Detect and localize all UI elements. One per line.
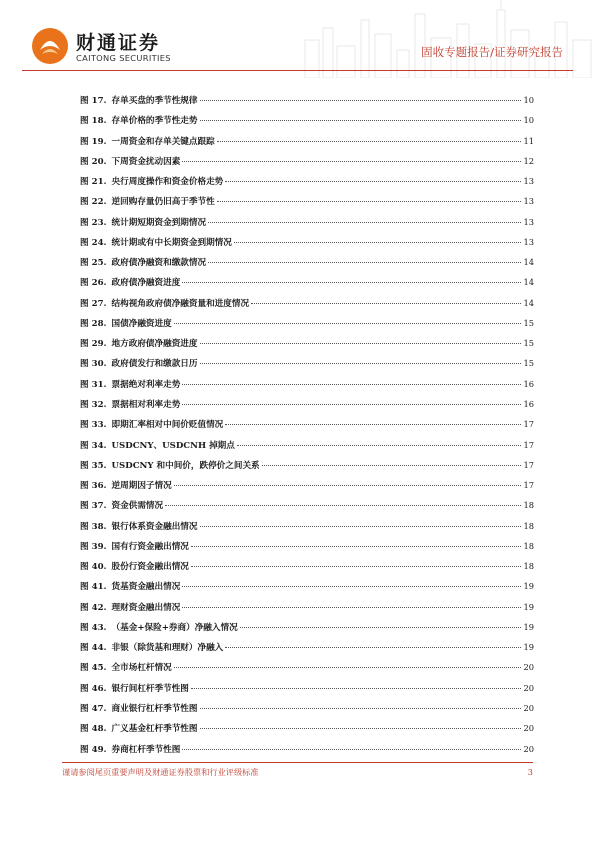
dot-leader (200, 120, 522, 121)
dot-leader (217, 141, 522, 142)
figure-list-item[interactable] (80, 438, 534, 458)
figure-list-item[interactable] (80, 579, 534, 599)
dot-leader (217, 201, 522, 202)
dot-leader (208, 262, 521, 263)
figure-title: 国债净融资进度 (111, 318, 172, 329)
dot-leader (182, 384, 521, 385)
figure-page-number: 15 (523, 338, 534, 349)
company-name-en: CAITONG SECURITIES (76, 53, 171, 63)
figure-page-number: 19 (523, 642, 534, 653)
figure-number: 图 18. (80, 116, 107, 127)
figure-number: 图 20. (80, 156, 107, 167)
figure-list-item[interactable] (80, 336, 534, 356)
figure-page-number: 20 (523, 682, 534, 693)
figure-page-number: 11 (523, 135, 534, 146)
figure-page-number: 15 (523, 358, 534, 369)
dot-leader (174, 485, 522, 486)
figure-number: 图 37. (80, 501, 107, 512)
figure-list-item[interactable] (80, 296, 534, 316)
dot-leader (182, 586, 521, 587)
figure-page-number: 14 (523, 257, 534, 268)
dot-leader (237, 445, 522, 446)
figure-page-number: 18 (523, 561, 534, 572)
dot-leader (165, 505, 521, 506)
dot-leader (182, 161, 521, 162)
figure-list-item[interactable] (80, 559, 534, 579)
figure-number: 图 44. (80, 643, 107, 654)
figure-number: 图 26. (80, 278, 107, 289)
figure-number: 图 25. (80, 258, 107, 269)
figure-title: USDCNY 和中间价，跌停价之间关系 (111, 460, 260, 471)
figure-title: 银行体系资金融出情况 (111, 521, 198, 532)
figure-number: 图 28. (80, 318, 107, 329)
figure-title: 存单买盘的季节性规律 (111, 96, 198, 106)
figure-page-number: 13 (523, 236, 534, 247)
figure-title: 即期汇率相对中间价贬值情况 (111, 420, 224, 431)
dot-leader (234, 242, 522, 243)
figure-number: 图 46. (80, 683, 107, 694)
caitong-logo-icon (30, 26, 70, 66)
figure-list-item[interactable] (80, 478, 534, 498)
figure-title: 政府债净融资和缴款情况 (111, 258, 207, 269)
dot-leader (182, 404, 521, 405)
dot-leader (208, 222, 521, 223)
figure-title: 逆周期因子情况 (111, 481, 172, 492)
figure-title: 结构视角政府债净融资量和进度情况 (111, 298, 250, 309)
figure-list-item[interactable] (80, 721, 534, 741)
figure-title: 货基资金融出情况 (111, 582, 181, 593)
figure-title: 统计期短期资金到期情况 (111, 217, 207, 228)
figure-list-item[interactable] (80, 397, 534, 417)
figure-title: 统计期或有中长期资金到期情况 (111, 237, 232, 248)
figure-title: 非银（除货基和理财）净融入 (111, 643, 224, 654)
dot-leader (200, 363, 522, 364)
figure-list-item[interactable] (80, 174, 534, 194)
figure-title: （基金+保险+券商）净融入情况 (111, 622, 238, 633)
figure-number: 图 33. (80, 420, 107, 431)
figure-number: 图 17. (80, 96, 107, 106)
figure-list (80, 93, 534, 762)
figure-number: 图 22. (80, 197, 107, 208)
figure-title: 存单价格的季节性走势 (111, 116, 198, 127)
figure-title: 银行间杠杆季节性图 (111, 683, 189, 694)
figure-list-item[interactable] (80, 194, 534, 214)
footer-divider (62, 762, 533, 763)
figure-title: 资金供需情况 (111, 501, 164, 512)
dot-leader (191, 546, 522, 547)
figure-number: 图 38. (80, 521, 107, 532)
figure-number: 图 45. (80, 663, 107, 674)
figure-number: 图 30. (80, 359, 107, 370)
figure-title: 地方政府债净融资进度 (111, 339, 198, 350)
figure-page-number: 19 (523, 601, 534, 612)
header-divider (22, 70, 573, 71)
footer-disclaimer: 谨请参阅尾页重要声明及财通证券股票和行业评级标准 (62, 767, 259, 777)
figure-list-item[interactable] (80, 458, 534, 478)
figure-list-item[interactable] (80, 519, 534, 539)
figure-page-number: 17 (523, 419, 534, 430)
dot-leader (251, 303, 521, 304)
figure-list-item[interactable] (80, 681, 534, 701)
figure-list-item[interactable] (80, 316, 534, 336)
figure-title: 一周资金和存单关键点跟踪 (111, 136, 215, 147)
figure-number: 图 32. (80, 399, 107, 410)
figure-number: 图 19. (80, 136, 107, 147)
figure-number: 图 34. (80, 440, 107, 451)
figure-list-item[interactable] (80, 377, 534, 397)
dot-leader (200, 100, 522, 101)
figure-page-number: 14 (523, 297, 534, 308)
figure-list-item[interactable] (80, 660, 534, 680)
dot-leader (174, 667, 522, 668)
figure-title: 商业银行杠杆季节性图 (111, 703, 198, 714)
dot-leader (200, 526, 522, 527)
figure-list-item[interactable] (80, 154, 534, 174)
figure-number: 图 23. (80, 217, 107, 228)
figure-number: 图 41. (80, 582, 107, 593)
dot-leader (225, 181, 521, 182)
figure-number: 图 43. (80, 622, 107, 633)
figure-title: 全市场杠杆情况 (111, 663, 172, 674)
figure-title: 理财资金融出情况 (111, 602, 181, 613)
figure-number: 图 48. (80, 724, 107, 735)
dot-leader (200, 343, 522, 344)
figure-title: 政府债发行和缴款日历 (111, 359, 198, 370)
figure-page-number: 20 (523, 723, 534, 734)
dot-leader (182, 749, 521, 750)
dot-leader (200, 728, 522, 729)
figure-number: 图 35. (80, 460, 107, 471)
figure-page-number: 13 (523, 196, 534, 207)
figure-page-number: 17 (523, 439, 534, 450)
figure-title: 下周资金扰动因素 (111, 156, 181, 167)
figure-number: 图 24. (80, 237, 107, 248)
figure-page-number: 12 (523, 155, 534, 166)
figure-page-number: 18 (523, 520, 534, 531)
dot-leader (182, 607, 521, 608)
figure-page-number: 13 (523, 216, 534, 227)
dot-leader (191, 566, 522, 567)
figure-list-item[interactable] (80, 113, 534, 133)
figure-page-number: 13 (523, 176, 534, 187)
dot-leader (174, 323, 522, 324)
figure-page-number: 17 (523, 480, 534, 491)
page-header (0, 0, 595, 82)
dot-leader (240, 627, 522, 628)
figure-list-item[interactable] (80, 356, 534, 376)
figure-title: 票据绝对利率走势 (111, 379, 181, 390)
figure-number: 图 36. (80, 481, 107, 492)
figure-page-number: 15 (523, 317, 534, 328)
figure-list-item[interactable] (80, 93, 534, 113)
figure-list-item[interactable] (80, 539, 534, 559)
figure-title: 股份行资金融出情况 (111, 562, 189, 573)
figure-list-item[interactable] (80, 701, 534, 721)
page-number: 3 (527, 767, 533, 777)
figure-title: USDCNY、USDCNH 掉期点 (111, 440, 235, 451)
dot-leader (225, 424, 521, 425)
figure-page-number: 20 (523, 743, 534, 754)
figure-page-number: 14 (523, 277, 534, 288)
figure-page-number: 16 (523, 398, 534, 409)
figure-list-item[interactable] (80, 742, 534, 762)
figure-page-number: 17 (523, 459, 534, 470)
city-skyline-watermark (265, 0, 595, 78)
dot-leader (262, 465, 522, 466)
figure-page-number: 18 (523, 540, 534, 551)
company-name-cn: 财通证券 (76, 32, 161, 54)
figure-page-number: 20 (523, 662, 534, 673)
figure-list-item[interactable] (80, 417, 534, 437)
figure-number: 图 27. (80, 298, 107, 309)
figure-list-item[interactable] (80, 640, 534, 660)
figure-title: 国有行资金融出情况 (111, 541, 189, 552)
figure-number: 图 21. (80, 177, 107, 188)
figure-list-item[interactable] (80, 134, 534, 154)
figure-list-item[interactable] (80, 498, 534, 518)
figure-list-item[interactable] (80, 600, 534, 620)
dot-leader (182, 282, 521, 283)
figure-page-number: 20 (523, 702, 534, 713)
figure-number: 图 40. (80, 562, 107, 573)
figure-list-item[interactable] (80, 215, 534, 235)
figure-list-item[interactable] (80, 235, 534, 255)
figure-number: 图 49. (80, 744, 107, 755)
figure-number: 图 29. (80, 339, 107, 350)
figure-number: 图 31. (80, 379, 107, 390)
figure-title: 票据相对利率走势 (111, 399, 181, 410)
dot-leader (191, 688, 522, 689)
figure-list-item[interactable] (80, 255, 534, 275)
figure-page-number: 19 (523, 581, 534, 592)
figure-page-number: 16 (523, 378, 534, 389)
figure-title: 逆回购存量仍旧高于季节性 (111, 197, 215, 208)
figure-page-number: 10 (523, 115, 534, 126)
figure-number: 图 47. (80, 703, 107, 714)
figure-number: 图 39. (80, 541, 107, 552)
figure-list-item[interactable] (80, 275, 534, 295)
figure-title: 券商杠杆季节性图 (111, 744, 181, 755)
dot-leader (225, 647, 521, 648)
figure-number: 图 42. (80, 602, 107, 613)
figure-title: 政府债净融资进度 (111, 278, 181, 289)
dot-leader (200, 708, 522, 709)
figure-title: 广义基金杠杆季节性图 (111, 724, 198, 735)
figure-page-number: 19 (523, 621, 534, 632)
figure-title: 央行周度操作和资金价格走势 (111, 177, 224, 188)
figure-page-number: 18 (523, 500, 534, 511)
figure-list-item[interactable] (80, 620, 534, 640)
figure-page-number: 10 (523, 95, 534, 105)
report-type-label: 固收专题报告/证券研究报告 (421, 45, 563, 59)
